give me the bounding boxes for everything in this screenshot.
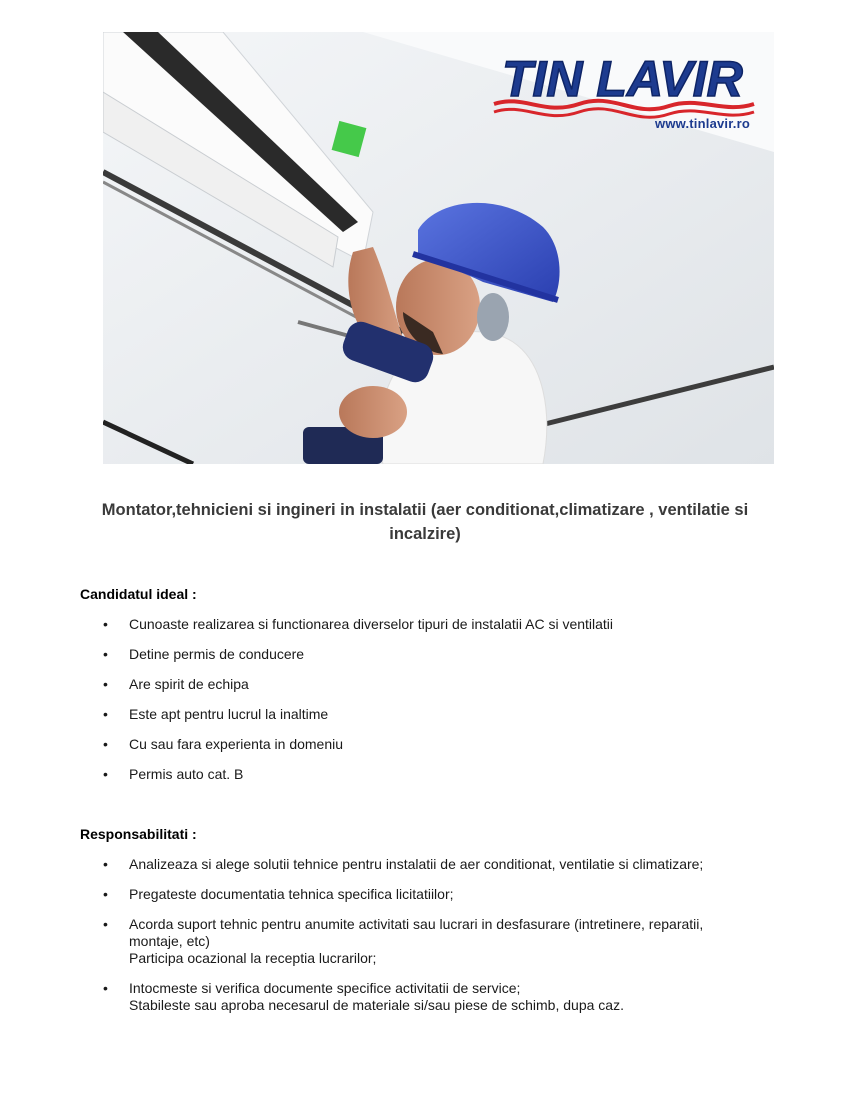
tinlavir-logo-mark — [484, 38, 764, 128]
hero-image — [103, 32, 774, 464]
list-item: • Cu sau fara experienta in domeniu — [103, 736, 344, 752]
responsibilities-list — [80, 856, 760, 1014]
company-logo — [484, 38, 764, 158]
bullet-icon: • — [103, 916, 108, 932]
bullet-icon: • — [103, 736, 108, 752]
bullet-icon: • — [103, 980, 108, 996]
svg-text:TIN LAVIR: TIN LAVIR — [502, 51, 743, 107]
bullet-icon: • — [103, 886, 108, 902]
list-item: • Intocmeste si verifica documente specifice activitatii de service; Stabileste sau aproba necesarul de materiale si/sau piese de schimb, dupa caz. — [103, 980, 624, 1013]
company-url: www.tinlavir.ro — [655, 116, 750, 131]
ideal-candidate-heading: Candidatul ideal : — [80, 586, 197, 602]
bullet-icon: • — [103, 706, 108, 722]
bullet-icon: • — [103, 676, 108, 692]
list-item: • Cunoaste realizarea si functionarea diverselor tipuri de instalatii AC si ventilatii — [103, 616, 614, 632]
list-item: • Are spirit de echipa — [103, 676, 249, 692]
list-item: • Analizeaza si alege solutii tehnice pentru instalatii de aer conditionat, ventilatie si climatizare; — [103, 856, 704, 872]
responsibilities-heading: Responsabilitati : — [80, 826, 197, 842]
bullet-icon: • — [103, 646, 108, 662]
bullet-icon: • — [103, 616, 108, 632]
ideal-candidate-list — [80, 616, 760, 783]
job-title: Montator,tehnicieni si ingineri in instalatii (aer conditionat,climatizare , ventilatie si incalzire) — [101, 501, 749, 543]
list-item: • Detine permis de conducere — [103, 646, 305, 662]
list-item: • Acorda suport tehnic pentru anumite activitati sau lucrari in desfasurare (intretinere, reparatii, montaje, etc) Participa ocazional la receptia lucrarilor; — [103, 916, 704, 966]
list-item: • Pregateste documentatia tehnica specifica licitatiilor; — [103, 886, 454, 902]
bullet-icon: • — [103, 856, 108, 872]
list-item: • Permis auto cat. B — [103, 766, 244, 782]
list-item: • Este apt pentru lucrul la inaltime — [103, 706, 329, 722]
bullet-icon: • — [103, 766, 108, 782]
